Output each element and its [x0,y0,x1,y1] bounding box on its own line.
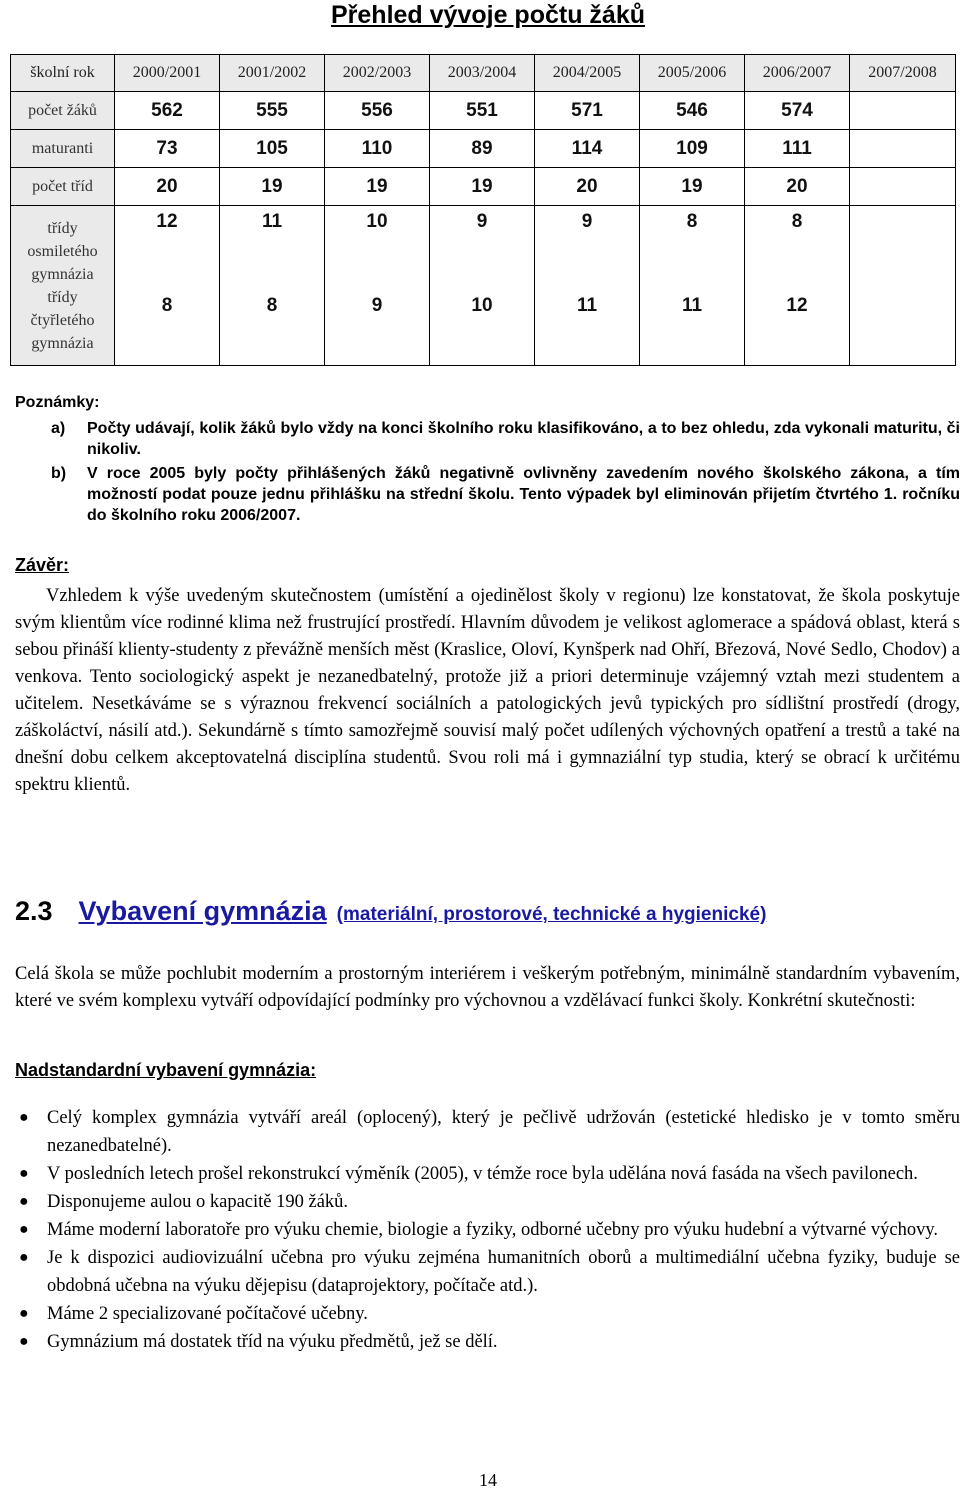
four-year-count: 9 [371,295,383,316]
row-label-class-types [11,206,115,366]
table-cell: 19 [325,168,430,206]
bullet-icon: ● [19,1193,29,1210]
list-item [15,1244,960,1300]
list-item-text: Celý komplex gymnázia vytváří areál (oplocený), který je pečlivě udržován (estetické hledisko je v tomto směru nezanedbatelné). [47,1108,960,1156]
list-item [15,1160,960,1188]
list-item-text: V posledních letech prošel rekonstrukcí výměník (2005), v témže roce byla udělána nová fasáda na všech pavilonech. [47,1164,918,1184]
row-label-line: gymnázia [31,334,94,352]
table-cell: 111 [745,130,850,168]
table-cell: 556 [325,92,430,130]
list-item-text: Máme moderní laboratoře pro výuku chemie, biologie a fyziky, odborné učebny pro výuku hudební a výtvarné výchovy. [47,1220,938,1240]
page-title: Přehled vývoje počtu žáků [331,1,645,29]
table-row-classes [11,168,956,206]
note-text: V roce 2005 byly počty přihlášených žáků negativně ovlivněny zavedením nového školského zákona, a tím možností podat pouze jednu přihlášku na střední školu. Tento výpadek byl eliminován přijetím čtvrtého 1. ročníku do školního roku 2006/2007. [87,465,960,524]
section-intro: Celá škola se může pochlubit moderním a prostorným interiérem i veškerým potřebným, minimálně standardním vybavením, které ve svém komplexu vytváří odpovídající podmínky pro výchovnou a vzdělávací funkci školy. Konkrétní skutečnosti: [15,964,960,1011]
conclusion-paragraph: Vzhledem k výše uvedeným skutečnostem (umístění a ojedinělost školy v regionu) lze konstatovat, že škola poskytuje svým klientům více rodinné klima než frustrující prostředí. Hlavním důvodem je velikost aglomerace a spádová oblast, která s sebou přináší klienty-studenty z převážně menších měst (Kraslice, Oloví, Kynšperk nad Ohří, Březová, Nové Sedlo, Chodov) a venkova. Tento sociologický aspekt je nezanedbatelný, protože již a priori determinuje vzájemný vztah mezi studentem a učitelem. Nesetkáváme se s výraznou frekvencí sociálních a patologických jevů typických pro sídlištní prostředí (drogy, záškoláctví, násilí atd.). Sekundárně s tímto samozřejmě souvisí malý počet udílených výchovných opatření a trestů a také na dnešní dobu celkem akceptovatelná disciplína studentů. Svou roli má i gymnaziální typ studia, který se obrací k určitému spektru klientů. [15,586,960,795]
list-item-text: Máme 2 specializované počítačové učebny. [47,1304,368,1324]
table-cell: 105 [220,130,325,168]
eight-year-count: 11 [261,211,283,232]
table-cell: 19 [640,168,745,206]
bullet-icon: ● [19,1305,29,1322]
notes-block [15,392,960,529]
bullet-icon: ● [19,1249,29,1266]
table-cell: 114 [535,130,640,168]
bullet-icon: ● [19,1221,29,1238]
table-row-graduates [11,130,956,168]
section-number: 2.3 [15,896,53,926]
row-label-line: gymnázia [31,265,94,283]
eight-year-count: 8 [791,211,803,232]
page-number: 14 [479,1470,497,1490]
conclusion-heading: Závěr: [15,555,70,575]
table-cell: 562 [115,92,220,130]
table-cell: 109 [640,130,745,168]
note-marker: b) [51,465,67,482]
eight-year-count: 10 [366,211,388,232]
table-cell [850,130,956,168]
table-cell: 571 [535,92,640,130]
year-cell: 2005/2006 [640,55,745,92]
list-item-text: Disponujeme aulou o kapacitě 190 žáků. [47,1192,349,1212]
table-cell-pair [220,206,325,366]
table-header-row [11,55,956,92]
table-cell: 20 [535,168,640,206]
row-label-line: třídy [47,288,78,306]
year-cell: 2006/2007 [745,55,850,92]
notes-heading: Poznámky: [15,394,100,411]
eight-year-count: 9 [581,211,593,232]
table-cell: 20 [745,168,850,206]
bullet-icon: ● [19,1333,29,1350]
four-year-count: 12 [786,295,808,316]
table-cell-pair [325,206,430,366]
section-title: Vybavení gymnázia [78,896,327,926]
year-cell: 2007/2008 [850,55,956,92]
table-row-students [11,92,956,130]
note-marker: a) [51,420,66,437]
year-cell: 2003/2004 [430,55,535,92]
note-item [51,418,960,460]
table-cell [850,92,956,130]
table-cell: 19 [220,168,325,206]
year-cell: 2004/2005 [535,55,640,92]
four-year-count: 11 [576,295,598,316]
table-cell-pair [640,206,745,366]
list-item-text: Gymnázium má dostatek tříd na výuku předmětů, jež se dělí. [47,1332,498,1352]
table-cell: 546 [640,92,745,130]
eight-year-count: 8 [686,211,698,232]
row-label-line: osmiletého [27,242,98,260]
table-cell: 110 [325,130,430,168]
table-cell: 89 [430,130,535,168]
year-cell: 2002/2003 [325,55,430,92]
section-heading [15,896,960,927]
four-year-count: 8 [161,295,173,316]
row-label-line: třídy [47,219,78,237]
table-cell-pair [850,206,956,366]
list-item [15,1104,960,1160]
row-label: počet žáků [11,92,115,130]
table-cell: 73 [115,130,220,168]
note-text: Počty udávají, kolik žáků bylo vždy na konci školního roku klasifikováno, a to bez ohledu, zda vykonali maturitu, či nikoliv. [87,420,960,458]
note-item [51,463,960,526]
list-item [15,1300,960,1328]
four-year-count: 8 [266,295,278,316]
table-cell-pair [745,206,850,366]
table-cell: 19 [430,168,535,206]
equipment-list [15,1104,960,1356]
year-cell: 2001/2002 [220,55,325,92]
table-cell: 20 [115,168,220,206]
list-item [15,1188,960,1216]
bullet-icon: ● [19,1109,29,1126]
section-subtitle: (materiální, prostorové, technické a hygienické) [336,904,767,925]
eight-year-count: 9 [476,211,488,232]
four-year-count: 10 [471,295,493,316]
table-cell-pair [535,206,640,366]
list-item [15,1216,960,1244]
four-year-count: 11 [681,295,703,316]
year-cell: 2000/2001 [115,55,220,92]
header-label: školní rok [11,55,115,92]
bullet-icon: ● [19,1165,29,1182]
table-cell-pair [430,206,535,366]
table-cell: 551 [430,92,535,130]
row-label: maturanti [11,130,115,168]
list-item-text: Je k dispozici audiovizuální učebna pro výuku zejména humanitních oborů a multimediální učebna fyziky, buduje se obdobná učebna na výuku dějepisu (dataprojektory, počítače atd.). [47,1248,960,1296]
table-cell [850,168,956,206]
equipment-heading: Nadstandardní vybavení gymnázia: [15,1060,317,1080]
table-row-class-types [11,206,956,366]
eight-year-count: 12 [156,211,178,232]
row-label-line: čtyřletého [30,311,95,329]
table-cell: 555 [220,92,325,130]
row-label: počet tříd [11,168,115,206]
list-item [15,1328,960,1356]
student-count-table [10,54,956,366]
table-cell: 574 [745,92,850,130]
table-cell-pair [115,206,220,366]
